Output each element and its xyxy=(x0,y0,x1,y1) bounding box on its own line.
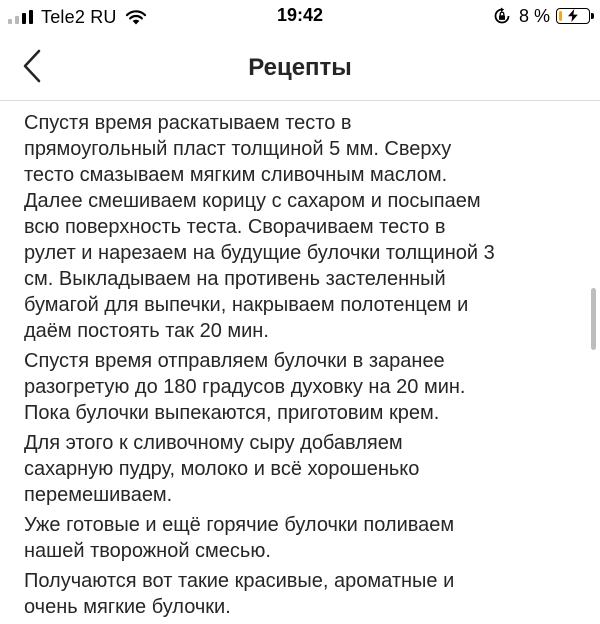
recipe-paragraph: Для этого к сливочному сыру добавляем сахарную пудру, молоко и всё хорошенько перемешиваем. xyxy=(24,432,420,506)
recipe-paragraph: Спустя время раскатываем тесто в прямоугольный пласт толщиной 5 мм. Сверху тесто смазываем мягким сливочным маслом. Далее смешиваем корицу с сахаром и посыпаем всю поверхность теста. Сворачиваем тесто в рулет и нарезаем на будущие булочки толщиной 3 см. Выкладываем на противень застеленный бумагой для выпечки, накрываем полотенцем и даём постоять так 20 мин. xyxy=(24,112,495,342)
page-title: Рецепты xyxy=(248,54,352,81)
rotation-lock-icon xyxy=(493,7,511,25)
battery-percent: 8 % xyxy=(518,5,550,26)
battery-charging-icon xyxy=(556,8,590,24)
charging-bolt-icon xyxy=(566,9,580,22)
status-bar xyxy=(0,0,600,34)
scroll-indicator[interactable] xyxy=(591,288,596,350)
navigation-bar xyxy=(0,34,600,101)
carrier-name: Tele2 RU xyxy=(41,6,117,27)
clock: 19:42 xyxy=(276,5,324,25)
recipe-paragraph: Уже готовые и ещё горячие булочки поливаем нашей творожной смесью. xyxy=(24,514,455,562)
recipe-text xyxy=(24,110,580,624)
status-right xyxy=(493,5,590,27)
recipe-paragraph: Получаются вот такие красивые, ароматные и очень мягкие булочки. xyxy=(24,570,455,618)
battery-level-fill xyxy=(559,11,562,21)
recipe-paragraph: Спустя время отправляем булочки в заранее разогретую до 180 градусов духовку на 20 мин. Пока булочки выпекаются, приготовим крем. xyxy=(24,350,466,424)
